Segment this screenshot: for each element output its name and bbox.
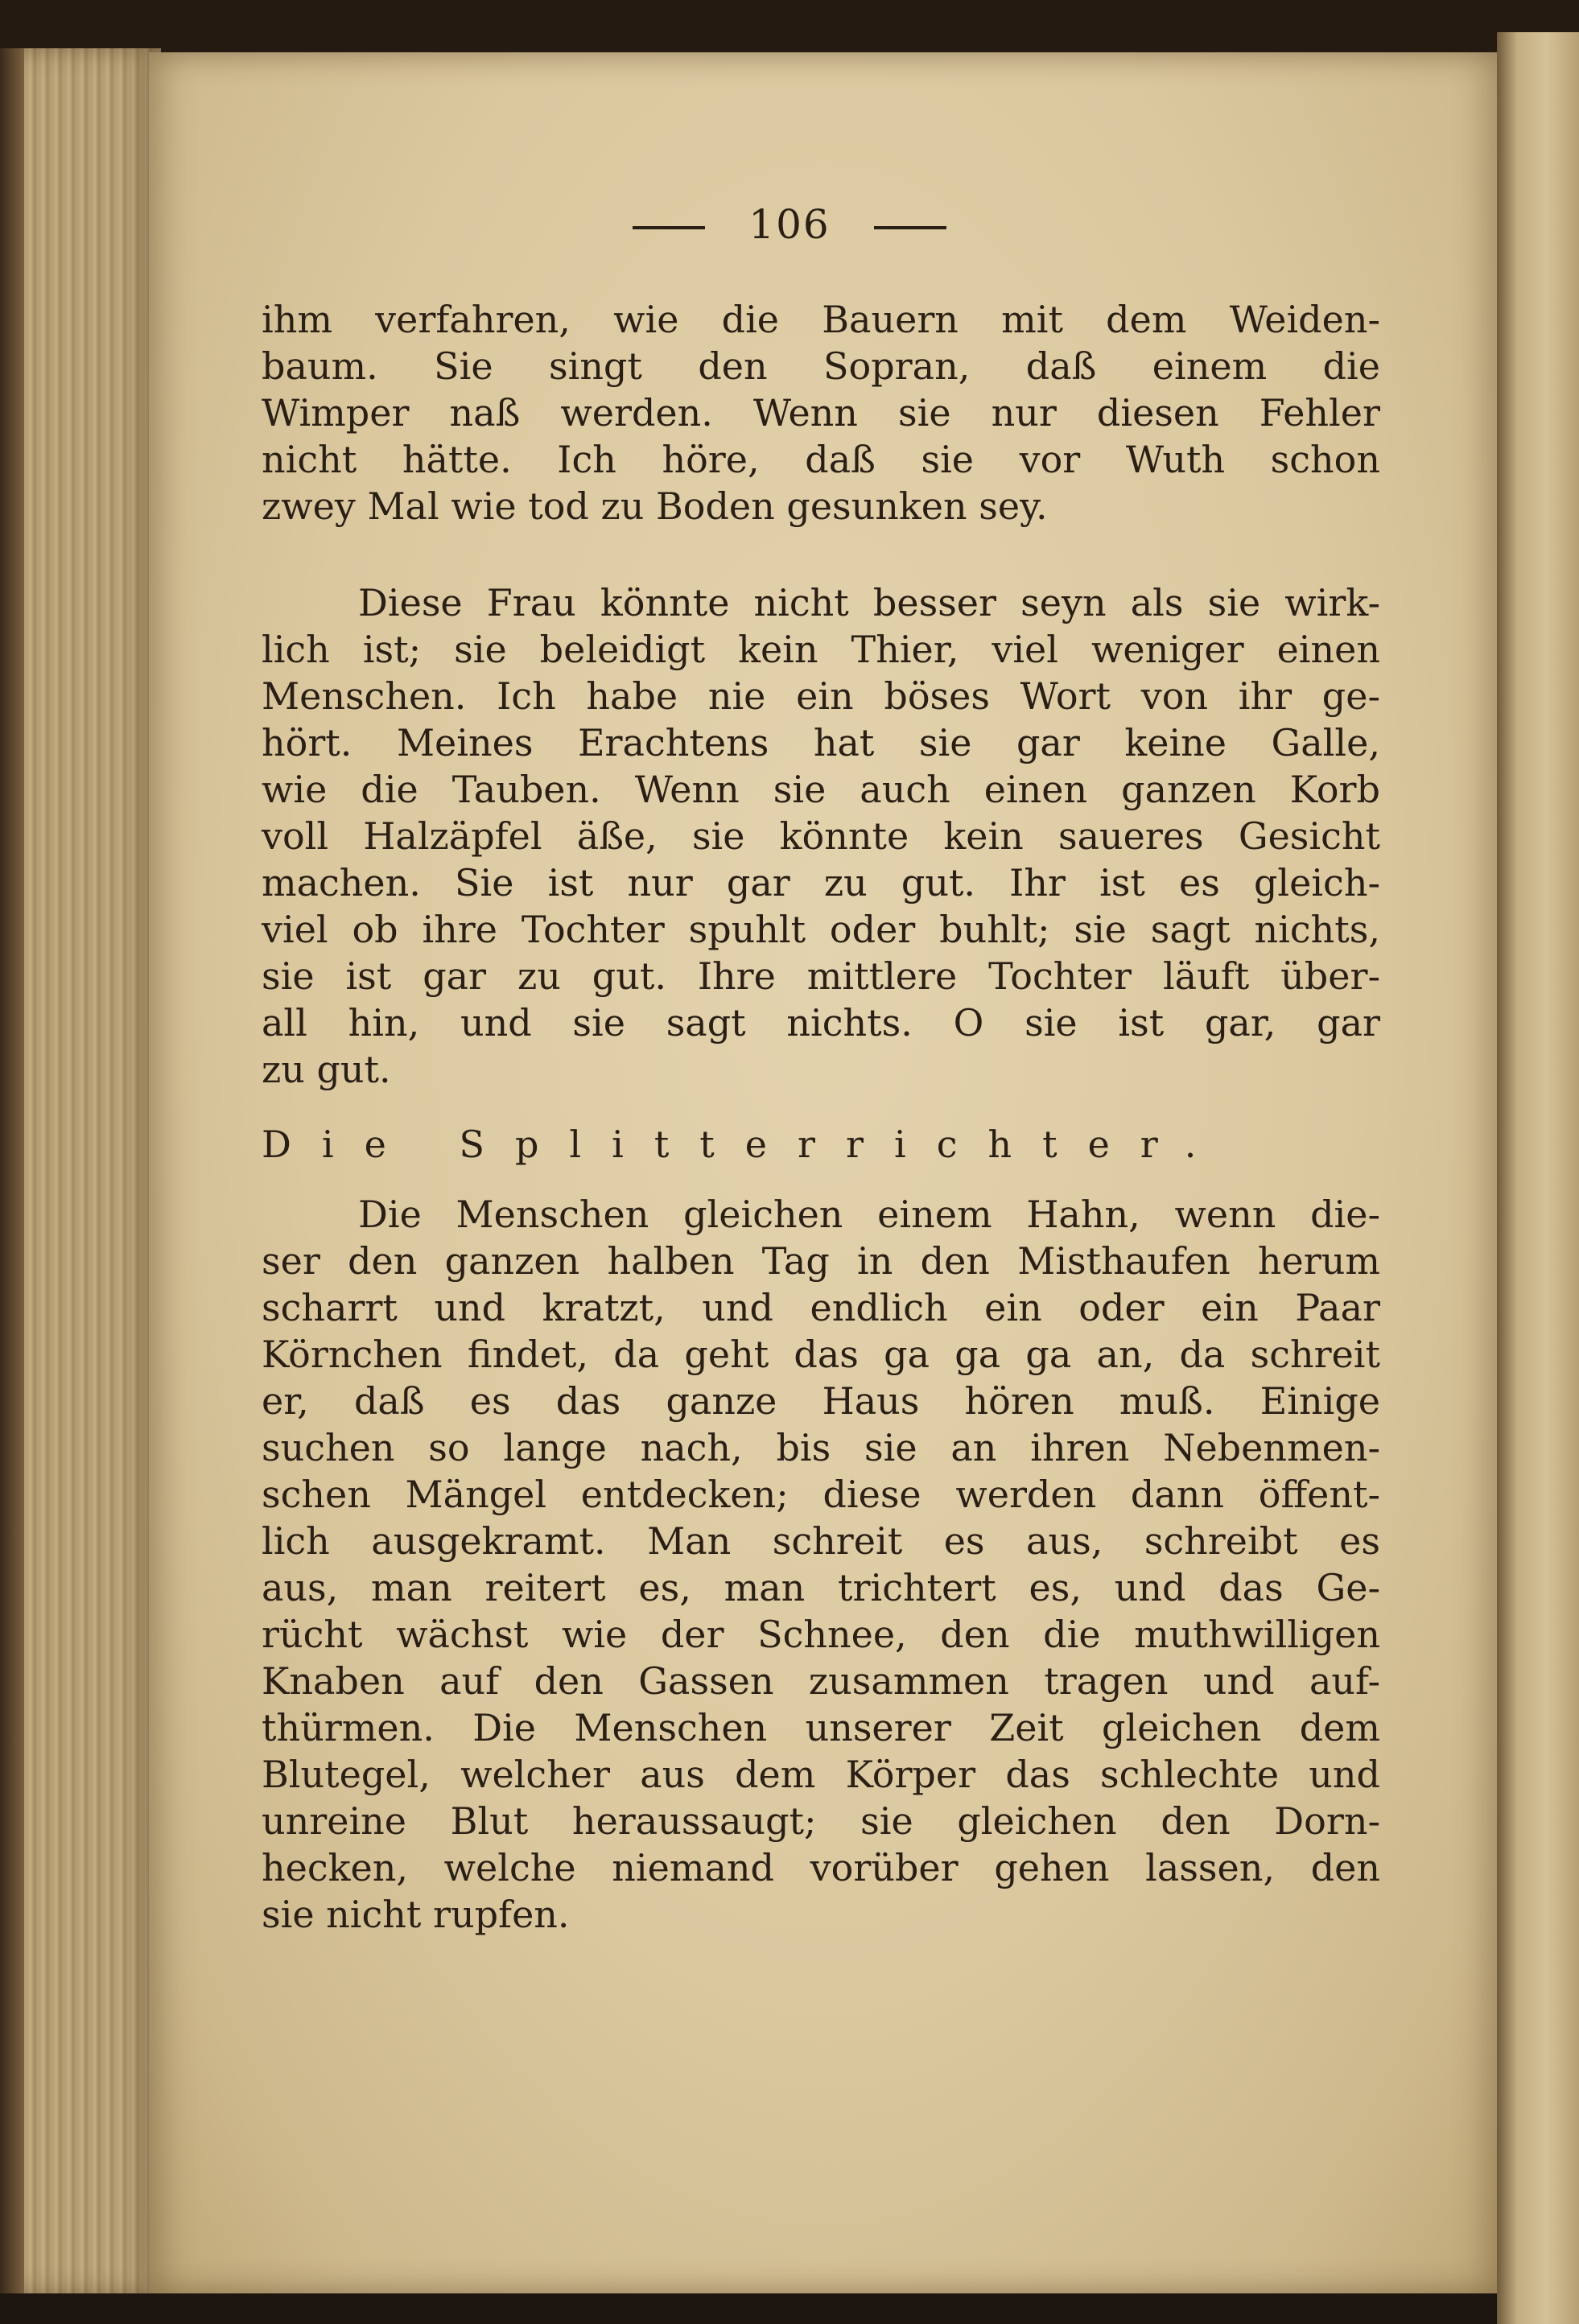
text-line: Die Menschen gleichen einem Hahn, wenn die- [358, 1193, 1380, 1236]
text-line: zwey Mal wie tod zu Boden gesunken sey. [262, 484, 1048, 528]
text-line: hecken, welche niemand vorüber gehen lassen, den [262, 1846, 1380, 1889]
section-heading: Die Splitterrichter. [262, 1123, 1227, 1166]
text-line: unreine Blut heraussaugt; sie gleichen den Dorn- [262, 1799, 1380, 1843]
facing-page-edge [1497, 32, 1579, 2324]
text-line: viel ob ihre Tochter spuhlt oder buhlt; sie sagt nichts, [262, 908, 1380, 951]
paragraph-2 [262, 579, 1380, 1093]
text-line: thürmen. Die Menschen unserer Zeit gleichen dem [262, 1706, 1380, 1749]
text-line: voll Halzäpfel äße, sie könnte kein saueres Gesicht [262, 814, 1380, 858]
text-line: Diese Frau könnte nicht besser seyn als sie wirk- [358, 581, 1380, 624]
text-line: sie ist gar zu gut. Ihre mittlere Tochter läuft über- [262, 954, 1380, 998]
text-line: zu gut. [262, 1048, 391, 1091]
page-stack-edge [0, 48, 161, 2293]
text-line: er, daß es das ganze Haus hören muß. Einige [262, 1379, 1380, 1423]
paragraph-1 [262, 296, 1380, 529]
text-line: aus, man reitert es, man trichtert es, und das Ge- [262, 1566, 1380, 1609]
text-line: Blutegel, welcher aus dem Körper das schlechte und [262, 1753, 1380, 1796]
text-line: hört. Meines Erachtens hat sie gar keine Galle, [262, 721, 1380, 764]
text-line: Menschen. Ich habe nie ein böses Wort von ihr ge- [262, 674, 1380, 718]
paragraph-3 [262, 1191, 1380, 1938]
text-line: Knaben auf den Gassen zusammen tragen und auf- [262, 1659, 1380, 1703]
text-line: Wimper naß werden. Wenn sie nur diesen Fehler [262, 391, 1380, 435]
text-line: scharrt und kratzt, und endlich ein oder ein Paar [262, 1286, 1380, 1329]
text-line: schen Mängel entdecken; diese werden dann öffent- [262, 1473, 1380, 1516]
header-dash-left [633, 226, 705, 229]
text-line: ser den ganzen halben Tag in den Misthaufen herum [262, 1239, 1380, 1283]
text-line: suchen so lange nach, bis sie an ihren Nebenmen- [262, 1426, 1380, 1469]
text-line: all hin, und sie sagt nichts. O sie ist gar, gar [262, 1001, 1380, 1045]
text-line: rücht wächst wie der Schnee, den die muthwilligen [262, 1613, 1380, 1656]
text-line: machen. Sie ist nur gar zu gut. Ihr ist es gleich- [262, 861, 1380, 904]
text-line: nicht hätte. Ich höre, daß sie vor Wuth schon [262, 438, 1380, 481]
text-line: sie nicht rupfen. [262, 1893, 570, 1936]
book-spine-shadow [0, 48, 24, 2293]
text-line: lich ausgekramt. Man schreit es aus, schreibt es [262, 1519, 1380, 1563]
text-line: lich ist; sie beleidigt kein Thier, viel weniger einen [262, 628, 1380, 671]
text-line: Körnchen findet, da geht das ga ga ga an, da schreit [262, 1333, 1380, 1376]
text-line: baum. Sie singt den Sopran, daß einem die [262, 344, 1380, 388]
text-line: ihm verfahren, wie die Bauern mit dem Weiden- [262, 298, 1380, 341]
header-dash-right [874, 226, 946, 229]
text-line: wie die Tauben. Wenn sie auch einen ganzen Korb [262, 768, 1380, 811]
page-number: 106 [748, 201, 831, 248]
page-header [0, 201, 1579, 248]
